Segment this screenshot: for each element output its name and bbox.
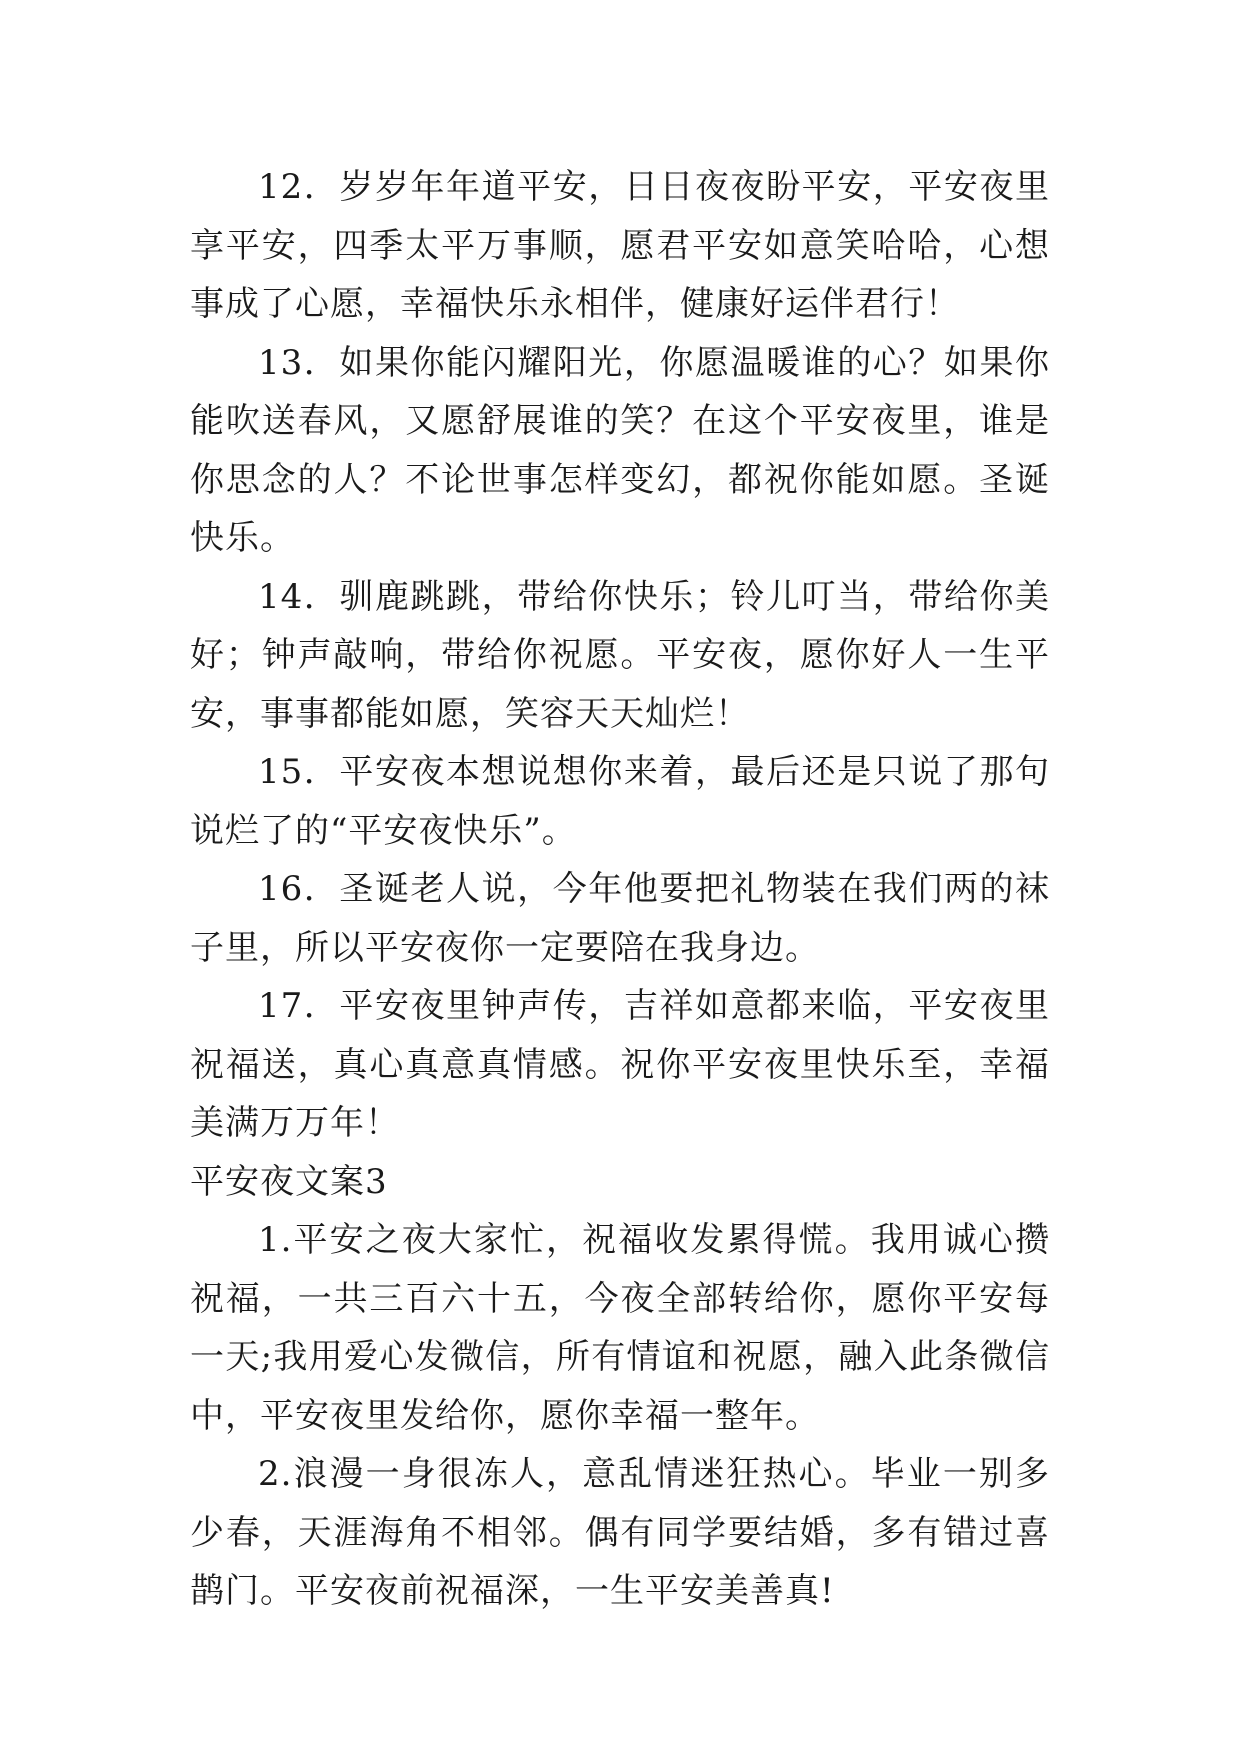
paragraph-15: 15．平安夜本想说想你来着，最后还是只说了那句说烂了的“平安夜快乐”。	[190, 752, 1050, 851]
paragraph-17: 17．平安夜里钟声传，吉祥如意都来临，平安夜里祝福送，真心真意真情感。祝你平安夜里快乐至，幸福美满万万年！	[190, 986, 1050, 1143]
paragraph-16: 16．圣诞老人说，今年他要把礼物装在我们两的袜子里，所以平安夜你一定要陪在我身边。	[190, 869, 1050, 968]
paragraph-13: 13．如果你能闪耀阳光，你愿温暖谁的心？如果你能吹送春风，又愿舒展谁的笑？在这个平安夜里，谁是你思念的人？不论世事怎样变幻，都祝你能如愿。圣诞快乐。	[190, 342, 1050, 558]
section-paragraph-2: 2.浪漫一身很冻人，意乱情迷狂热心。毕业一别多少春，天涯海角不相邻。偶有同学要结婚，多有错过喜鹊门。平安夜前祝福深，一生平安美善真!	[190, 1454, 1050, 1611]
paragraph-12: 12．岁岁年年道平安，日日夜夜盼平安，平安夜里享平安，四季太平万事顺，愿君平安如意笑哈哈，心想事成了心愿，幸福快乐永相伴，健康好运伴君行！	[190, 167, 1050, 324]
section-heading: 平安夜文案3	[190, 1161, 388, 1202]
paragraph-14: 14．驯鹿跳跳，带给你快乐；铃儿叮当，带给你美好；钟声敲响，带给你祝愿。平安夜，愿你好人一生平安，事事都能如愿，笑容天天灿烂！	[190, 576, 1050, 734]
document-body	[190, 158, 1050, 1621]
section-paragraph-1: 1.平安之夜大家忙，祝福收发累得慌。我用诚心攒祝福，一共三百六十五，今夜全部转给你，愿你平安每一天;我用爱心发微信，所有情谊和祝愿，融入此条微信中，平安夜里发给你，愿你幸福一整年。	[190, 1220, 1050, 1436]
